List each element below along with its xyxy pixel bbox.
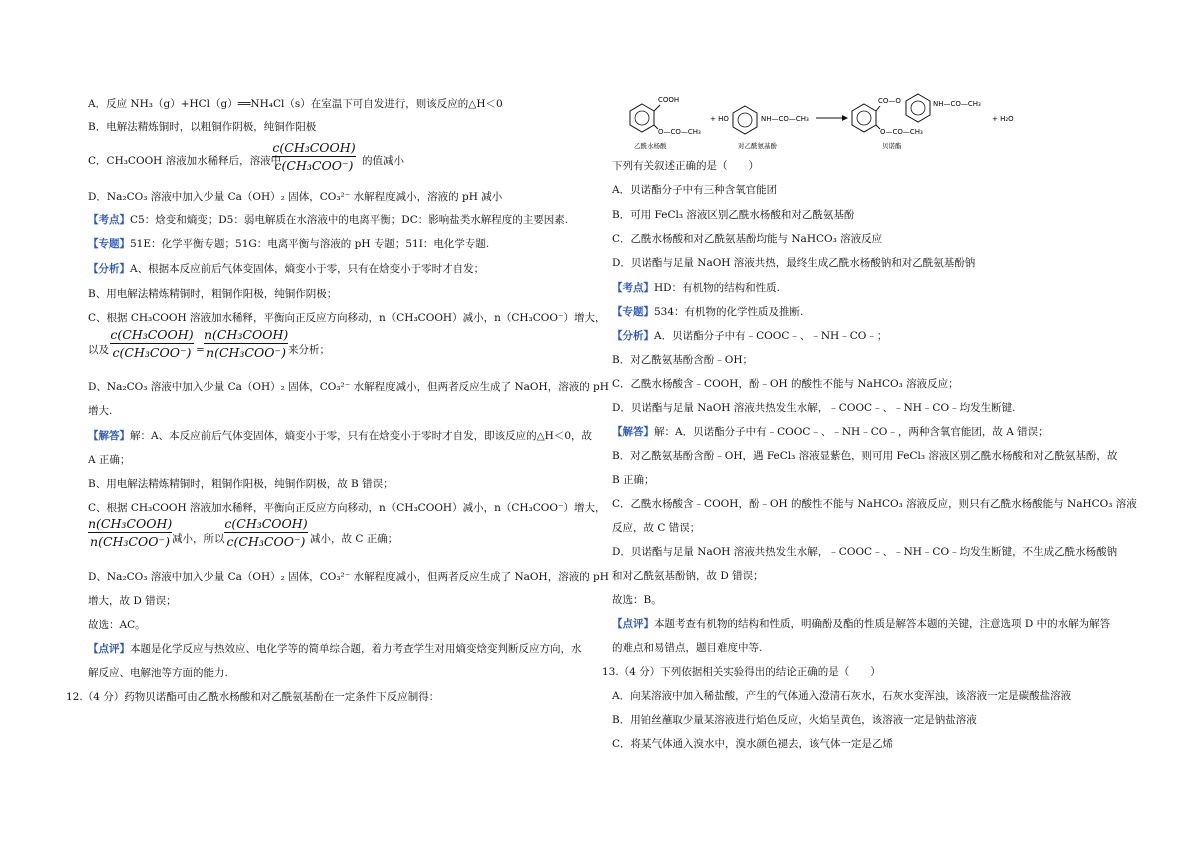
dianping [612, 617, 1110, 631]
benzene-ring-icon [906, 94, 930, 122]
jieda [612, 425, 1049, 439]
kaodian [612, 281, 780, 295]
product-acetoxy-group: O—CO—CH₃ [880, 128, 923, 136]
fraction-numerator: n(CH₃COOH) [204, 327, 289, 342]
kaodian-text: C5：焓变和熵变；D5：弱电解质在水溶液中的电离平衡；DC：影响盐类水解程度的主要因素. [130, 214, 569, 226]
zhuanti-tag: 【专题】 [612, 306, 654, 318]
arrow-icon [842, 115, 848, 121]
acetoxy-group: O—CO—CH₃ [658, 128, 701, 136]
fenxi-c2-prefix: 以及 [88, 344, 109, 356]
jieda-c2-mid: 减小，所以 [172, 533, 225, 545]
dianping-2: 解反应、电解池等方面的能力. [88, 667, 228, 679]
kaodian-tag: 【考点】 [612, 282, 654, 294]
fenxi-d: D、Na₂CO₃ 溶液中加入少量 Ca（OH）₂ 固体，CO₃²⁻ 水解程度减小，但两者反应生成了 NaOH，溶液的 pH [88, 381, 609, 393]
dianping [88, 642, 582, 656]
water-product: + H₂O [992, 115, 1014, 123]
kaodian [88, 213, 568, 227]
option-b: B．电解法精炼铜时，以粗铜作阴极，纯铜作阳极 [88, 121, 317, 133]
product-amide-group: NH—CO—CH₃ [933, 100, 981, 108]
reactant2-label: 对乙酰氨基酚 [738, 142, 777, 150]
reactant1-label: 乙酰水杨酸 [634, 142, 667, 150]
jieda-c: C、根据 CH₃COOH 溶液加水稀释，平衡向正反应方向移动，n（CH₃COOH）减小，n（CH₃COO⁻）增大， [88, 502, 606, 514]
benzene-ring-icon [630, 104, 654, 132]
jieda-c2-tail: 减小，故 C 正确； [310, 533, 399, 545]
jieda-d: D、Na₂CO₃ 溶液中加入少量 Ca（OH）₂ 固体，CO₃²⁻ 水解程度减小，但两者反应生成了 NaOH，溶液的 pH [88, 571, 609, 583]
jieda-c: C．乙酰水杨酸含﹣COOH，酚﹣OH 的酸性不能与 NaHCO₃ 溶液反应，则只有乙酰水杨酸能与 NaHCO₃ 溶液 [612, 498, 1137, 510]
jieda-a2: A 正确； [88, 454, 131, 466]
fenxi-d: D．贝诺酯与足量 NaOH 溶液共热发生水解，﹣COOC﹣、﹣NH﹣CO﹣均发生断键. [612, 402, 1016, 414]
jieda-text: 解：A、本反应前后气体变固体，熵变小于零，只有在焓变小于零时才自发，即该反应的△H＜0，故 [130, 430, 592, 442]
fenxi-c: C．乙酰水杨酸含﹣COOH，酚﹣OH 的酸性不能与 NaHCO₃ 溶液反应； [612, 378, 959, 390]
q13-option-c: C．将某气体通入溴水中，溴水颜色褪去，该气体一定是乙烯 [612, 738, 894, 750]
fraction-numerator: c(CH₃COOH) [272, 140, 356, 155]
reaction-scheme [620, 90, 1020, 152]
answer: 故选：B。 [612, 594, 662, 606]
q13-option-b: B．用铂丝蘸取少量某溶液进行焰色反应，火焰呈黄色，该溶液一定是钠盐溶液 [612, 714, 977, 726]
fraction-c-ratio-2 [110, 327, 194, 360]
jieda-d2: 增大，故 D 错误； [88, 595, 177, 607]
option-c: C．乙酰水杨酸和对乙酰氨基酚均能与 NaHCO₃ 溶液反应 [612, 233, 883, 245]
fenxi-c: C、根据 CH₃COOH 溶液加水稀释，平衡向正反应方向移动，n（CH₃COOH）减小，n（CH₃COO⁻）增大， [88, 312, 606, 324]
fraction-denominator: c(CH₃COO⁻) [226, 534, 306, 549]
dianping-tag: 【点评】 [88, 643, 130, 655]
fraction-denominator: c(CH₃COO⁻) [112, 345, 192, 360]
option-c-tail: 的值减小 [362, 155, 404, 167]
jieda-c2: 反应，故 C 错误； [612, 522, 701, 534]
zhuanti-text: 534：有机物的化学性质及推断. [654, 306, 804, 318]
amide-group: NH—CO—CH₃ [761, 115, 809, 123]
question-12: 12.（4 分）药物贝诺酯可由乙酰水杨酸和对乙酰氨基酚在一定条件下反应制得： [66, 691, 440, 703]
dianping-tag: 【点评】 [612, 618, 654, 630]
fraction-c-ratio-3 [224, 516, 308, 549]
jieda-b: B、用电解法精炼精铜时，粗铜作阳极，纯铜作阴极，故 B 错误； [88, 478, 394, 490]
option-d: D．Na₂CO₃ 溶液中加入少量 Ca（OH）₂ 固体，CO₃²⁻ 水解程度减小，溶液的 pH 减小 [88, 191, 503, 203]
fraction-denominator: n(CH₃COO⁻) [206, 345, 286, 360]
question-13: 13.（4 分）下列依据相关实验得出的结论正确的是（ ） [602, 666, 881, 678]
fenxi [88, 262, 484, 276]
dianping-text: 本题是化学反应与热效应、电化学等的简单综合题，着力考查学生对用熵变焓变判断反应方向，水 [130, 643, 582, 655]
fenxi-b: B、用电解法精炼精铜时，粗铜作阳极，纯铜作阴极； [88, 288, 338, 300]
plus-ho: + HO [710, 115, 729, 123]
product-label: 贝诺酯 [882, 142, 902, 150]
fraction-c-ratio [272, 140, 356, 173]
cooh-group: COOH [658, 96, 680, 104]
kaodian-text: HD：有机物的结构和性质. [654, 282, 780, 294]
fraction-denominator: n(CH₃COO⁻) [90, 534, 170, 549]
equals-sign: = [196, 344, 205, 356]
question-stem: 下列有关叙述正确的是（ ） [612, 160, 759, 172]
zhuanti-tag: 【专题】 [88, 238, 130, 250]
fenxi-text: A、根据本反应前后气体变固体，熵变小于零，只有在焓变小于零时才自发； [130, 263, 485, 275]
fenxi-d2: 增大. [88, 405, 113, 417]
benzene-ring-icon [733, 106, 757, 134]
fraction-denominator: c(CH₃COO⁻) [274, 158, 354, 173]
jieda-d: D．贝诺酯与足量 NaOH 溶液共热发生水解，﹣COOC﹣、﹣NH﹣CO﹣均发生断键，不生成乙酰水杨酸钠 [612, 546, 1118, 558]
fraction-numerator: c(CH₃COOH) [110, 327, 194, 342]
fenxi-c2-tail: 来分析； [288, 344, 330, 356]
jieda-tag: 【解答】 [612, 426, 654, 438]
fraction-n-ratio [204, 327, 288, 360]
dianping-2: 的难点和易错点，题目难度中等. [612, 642, 763, 654]
jieda-tag: 【解答】 [88, 430, 130, 442]
option-b: B．可用 FeCl₃ 溶液区别乙酰水杨酸和对乙酰氨基酚 [612, 209, 855, 221]
option-d: D．贝诺酯与足量 NaOH 溶液共热，最终生成乙酰水杨酸钠和对乙酰氨基酚钠 [612, 257, 976, 269]
option-a: A．贝诺酯分子中有三种含氧官能团 [612, 184, 778, 196]
zhuanti [88, 237, 489, 251]
zhuanti [612, 305, 803, 319]
fenxi-tag: 【分析】 [612, 330, 654, 342]
fenxi-b: B．对乙酰氨基酚含酚﹣OH； [612, 354, 753, 366]
jieda [88, 429, 592, 443]
fenxi [612, 329, 887, 343]
answer: 故选：AC。 [88, 619, 146, 631]
jieda-text: 解：A．贝诺酯分子中有﹣COOC﹣、﹣NH﹣CO﹣，两种含氧官能团，故 A 错误； [654, 426, 1049, 438]
fraction-numerator: n(CH₃COOH) [88, 516, 173, 531]
jieda-b: B．对乙酰氨基酚含酚﹣OH，遇 FeCl₃ 溶液显紫色，则可用 FeCl₃ 溶液区别乙酰水杨酸和对乙酰氨基酚，故 [612, 450, 1118, 462]
option-c-text: C．CH₃COOH 溶液加水稀释后，溶液中 [88, 155, 282, 167]
zhuanti-text: 51E：化学平衡专题；51G：电离平衡与溶液的 pH 专题；51I：电化学专题. [130, 238, 490, 250]
kaodian-tag: 【考点】 [88, 214, 130, 226]
q13-option-a: A．向某溶液中加入稀盐酸，产生的气体通入澄清石灰水，石灰水变浑浊，该溶液一定是碳酸盐溶液 [612, 690, 1072, 702]
jieda-b2: B 正确； [612, 474, 655, 486]
jieda-d2: 和对乙酰氨基酚钠，故 D 错误； [612, 570, 764, 582]
dianping-text: 本题考查有机物的结构和性质，明确酚及酯的性质是解答本题的关键，注意选项 D 中的水解为解答 [654, 618, 1111, 630]
fenxi-tag: 【分析】 [88, 263, 130, 275]
option-a: A．反应 NH₃（g）+HCl（g）══NH₄Cl（s）在室温下可自发进行，则该反应的△H＜0 [88, 98, 503, 110]
ester-link: CO—O [878, 97, 901, 105]
fraction-n-ratio-2 [88, 516, 172, 549]
benzene-ring-icon [852, 104, 876, 132]
fraction-numerator: c(CH₃COOH) [224, 516, 308, 531]
fenxi-text: A．贝诺酯分子中有﹣COOC﹣、﹣NH﹣CO﹣； [654, 330, 888, 342]
